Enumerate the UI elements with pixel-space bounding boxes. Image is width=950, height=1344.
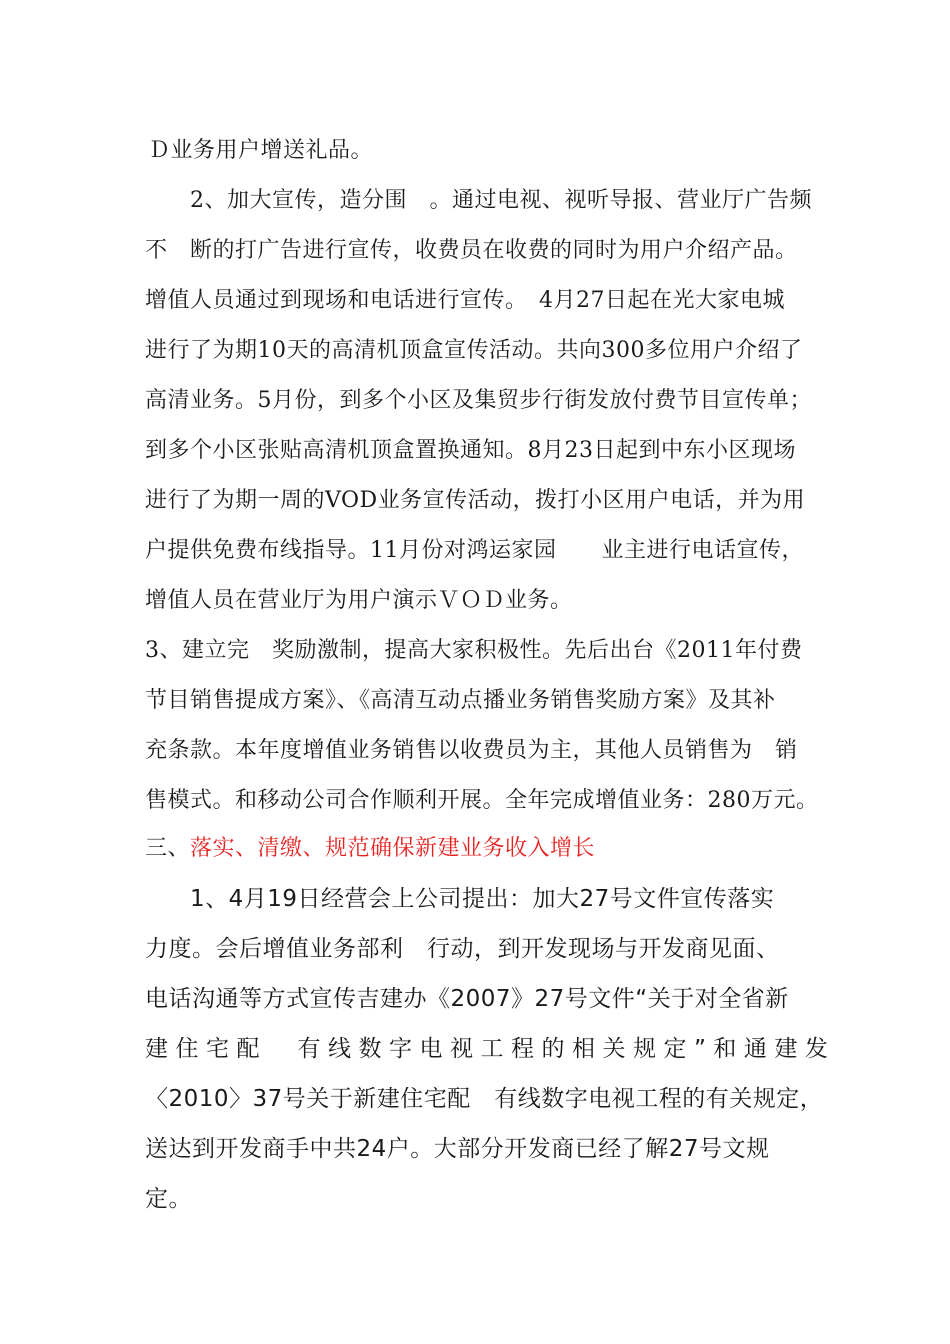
paragraph-line: 3、建立完 奖励激制，提高大家积极性。先后出台《2011年付费 — [145, 638, 803, 663]
section-heading-number: 三、 — [145, 836, 191, 861]
paragraph-line: 增值人员在营业厅为用户演示ＶＯＤ业务。 — [145, 588, 573, 613]
paragraph-line: 高清业务。5月份，到多个小区及集贸步行街发放付费节目宣传单； — [145, 388, 812, 413]
paragraph-line: 节目销售提成方案》、《高清互动点播业务销售奖励方案》及其补 — [145, 688, 776, 713]
section-heading-text: 落实、清缴、规范确保新建业务收入增长 — [190, 836, 596, 861]
paragraph-line: 定。 — [145, 1186, 192, 1212]
paragraph-line: 进行了为期10天的高清机顶盒宣传活动。共向300多位用户介绍了 — [145, 338, 803, 363]
paragraph-line: 2、加大宣传，造分围 。通过电视、视听导报、营业厅广告频 — [190, 188, 812, 213]
paragraph-line: 户提供免费布线指导。11月份对鸿运家园 业主进行电话宣传， — [145, 538, 804, 563]
paragraph-line: 1、4月19日经营会上公司提出：加大27号文件宣传落实 — [190, 886, 775, 912]
paragraph-line: 增值人员通过到现场和电话进行宣传。 4月27日起在光大家电城 — [145, 288, 785, 313]
paragraph-line: 进行了为期一周的VOD业务宣传活动，拨打小区用户电话，并为用 — [145, 488, 806, 513]
paragraph-line: Ｄ业务用户增送礼品。 — [148, 138, 374, 163]
paragraph-line: 送达到开发商手中共24户。大部分开发商已经了解27号文规 — [145, 1136, 770, 1162]
paragraph-line: 力度。会后增值业务部利 行动，到开发现场与开发商见面、 — [145, 936, 780, 962]
paragraph-line: 不 断的打广告进行宣传，收费员在收费的同时为用户介绍产品。 — [145, 238, 798, 263]
paragraph-line: 〈2010〉37号关于新建住宅配 有线数字电视工程的有关规定， — [145, 1086, 824, 1112]
paragraph-line: 电话沟通等方式宣传吉建办《2007》27号文件“关于对全省新 — [145, 986, 789, 1012]
paragraph-line: 到多个小区张贴高清机顶盒置换通知。8月23日起到中东小区现场 — [145, 438, 796, 463]
section-heading — [145, 834, 950, 864]
paragraph-line: 建住宅配 有线数字电视工程的相关规定”和通建发 — [145, 1036, 836, 1062]
paragraph-line: 充条款。本年度增值业务销售以收费员为主，其他人员销售为 销 — [145, 738, 798, 763]
paragraph-line: 售模式。和移动公司合作顺利开展。全年完成增值业务：280万元。 — [145, 788, 819, 813]
